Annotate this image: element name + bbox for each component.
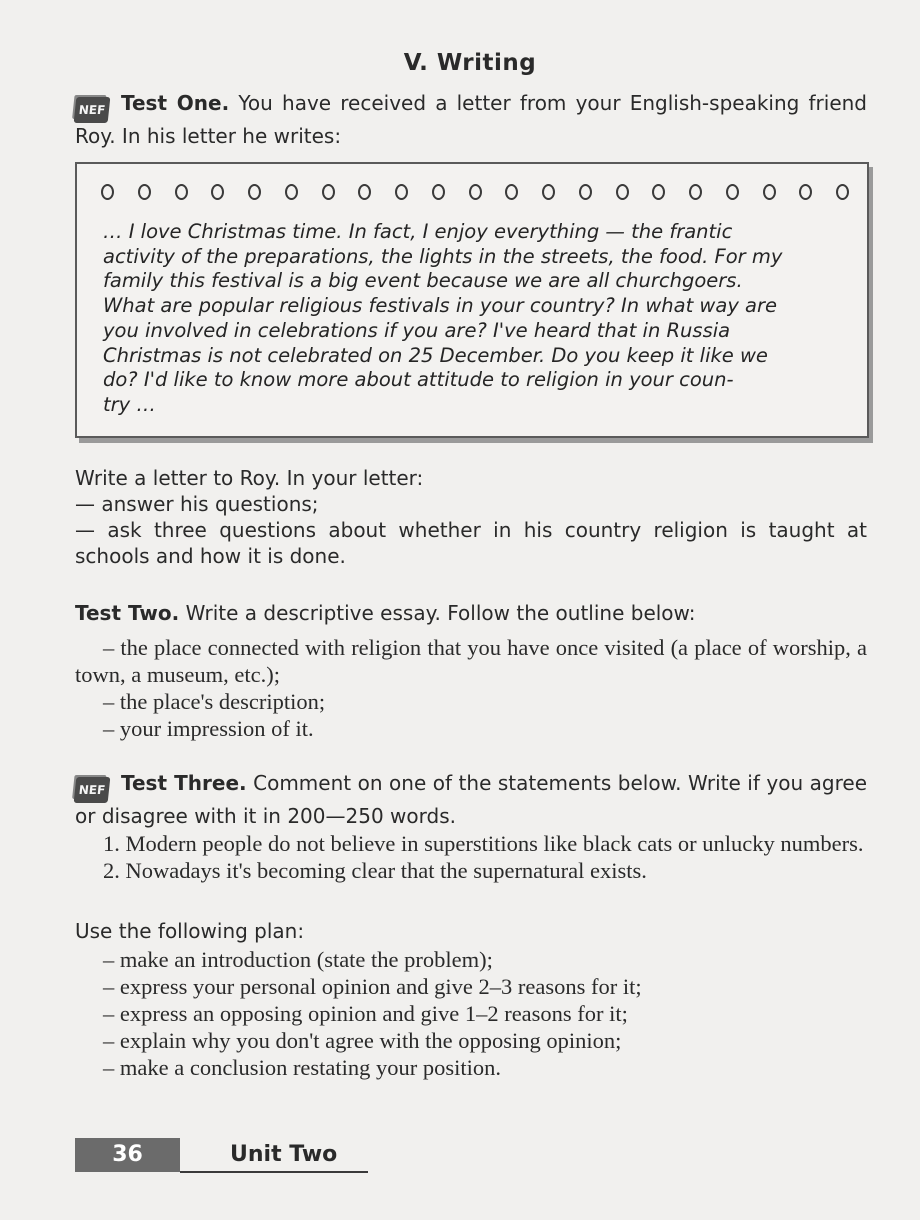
test-three-heading: Test Three. [121,771,247,795]
letter-line: What are popular religious festivals in your country? In what way are [103,294,778,318]
test-three-statements [75,830,867,884]
section-title: V. Writing [403,50,537,76]
ring-icon [836,184,849,200]
task-item: — answer his questions; [75,492,319,516]
ring-icon [469,184,482,200]
test-two-intro [75,600,867,626]
test-one-intro [75,90,867,149]
letter-card [75,162,869,438]
letter-line: you involved in celebrations if you are? I've heard that in Russia [103,318,731,342]
test-three-text: Comment on one of the statements below. Write if you agree or disagree with it in 200—250 words. [75,771,868,828]
plan-item: – express an opposing opinion and give 1–2 reasons for it; [103,1001,628,1026]
test-three-intro [75,770,867,829]
outline-item: – the place's description; [103,689,326,714]
plan-intro: Use the following plan: [75,919,305,943]
test-one-text: You have received a letter from your English-speaking friend Roy. In his letter he writes: [75,91,868,148]
ring-icon [505,184,518,200]
letter-line: activity of the preparations, the lights in the streets, the food. For my [103,244,783,268]
letter-line: try … [103,392,156,416]
ring-icon [542,184,555,200]
ring-icon [616,184,629,200]
ring-icon [248,184,261,200]
ring-icon [432,184,445,200]
statement-item: 2. Nowadays it's becoming clear that the supernatural exists. [103,858,647,883]
ring-icon [175,184,188,200]
ring-icon [358,184,371,200]
plan-item: – express your personal opinion and give 2–3 reasons for it; [103,974,642,999]
ring-icon [322,184,335,200]
outline-item [75,634,867,688]
unit-title: Unit Two [230,1142,338,1167]
test-two-text: Write a descriptive essay. Follow the outline below: [179,601,696,625]
task-item: — ask three questions about whether in his country religion is taught at schools and how it is done. [75,518,867,568]
plan-item: – make a conclusion restating your position. [103,1055,502,1080]
ring-icon [285,184,298,200]
notebook-rings [101,184,849,200]
plan-list [75,946,867,1081]
ring-icon [211,184,224,200]
ring-icon [138,184,151,200]
ring-icon [652,184,665,200]
ring-icon [395,184,408,200]
nef-badge-icon: NEF [74,97,111,123]
ring-icon [579,184,592,200]
footer-rule [180,1171,368,1173]
test-two-heading: Test Two. [75,601,180,625]
letter-text [103,220,841,418]
outline-item: – your impression of it. [103,716,314,741]
letter-line: … I love Christmas time. In fact, I enjoy everything — the frantic [103,220,733,243]
ring-icon [799,184,812,200]
ring-icon [101,184,114,200]
statement-item: 1. Modern people do not believe in superstitions like black cats or unlucky numbers. [103,831,864,856]
plan-item: – explain why you don't agree with the opposing opinion; [103,1028,622,1053]
test-one-task [75,465,867,569]
outline-item-text: – the place connected with religion that you have once visited (a place of worship, a town, a museum, etc.); [75,635,867,687]
ring-icon [689,184,702,200]
task-intro: Write a letter to Roy. In your letter: [75,466,424,490]
test-two-outline [75,634,867,742]
ring-icon [726,184,739,200]
nef-badge-icon: NEF [74,777,111,803]
letter-line: do? I'd like to know more about attitude to religion in your coun- [103,368,734,392]
page-number: 36 [75,1138,180,1172]
test-one-heading: Test One. [121,91,230,115]
plan-item: – make an introduction (state the problem); [103,947,493,972]
letter-line: Christmas is not celebrated on 25 December. Do you keep it like we [103,343,768,367]
letter-line: family this festival is a big event because we are all churchgoers. [103,269,743,293]
ring-icon [763,184,776,200]
